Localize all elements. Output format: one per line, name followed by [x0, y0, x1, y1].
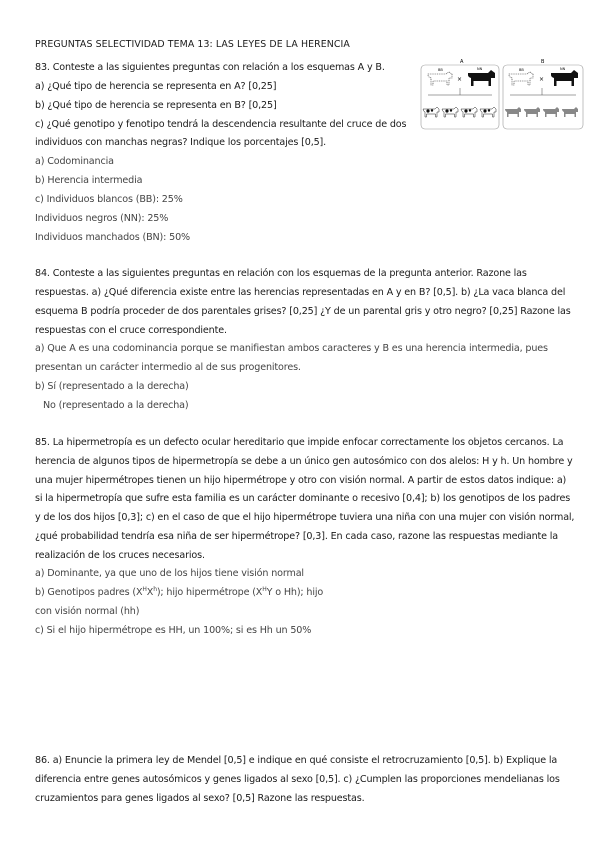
q84-line: respuestas. a) ¿Qué diferencia existe entre las herencias representadas en A y en B? [0,5]. b) ¿La vaca blanca del: [35, 287, 566, 298]
q83-answer: Individuos manchados (BN): 50%: [35, 232, 190, 243]
q85-line: 85. La hipermetropía es un defecto ocular hereditario que impide enfocar correctamente los objetos cercanos. La: [35, 437, 564, 448]
black-cow-icon: [551, 70, 578, 86]
scheme-a-label: A: [460, 59, 464, 65]
black-cow-icon: [468, 70, 495, 86]
spotted-cow-offspring-icon: [461, 107, 477, 117]
q84-answer: presentan un carácter intermedio al de sus progenitores.: [35, 362, 301, 373]
spotted-cow-offspring-icon: [423, 107, 439, 117]
q85-line: realización de los cruces necesarios.: [35, 550, 205, 561]
q83-line: a) ¿Qué tipo de herencia se representa en A? [0,25]: [35, 81, 277, 92]
q83-line: 83. Conteste a las siguientes preguntas con relación a los esquemas A y B.: [35, 62, 385, 73]
document-title: PREGUNTAS SELECTIVIDAD TEMA 13: LAS LEYES DE LA HERENCIA: [35, 39, 350, 50]
q84-answer: a) Que A es una codominancia porque se manifiestan ambos caracteres y B es una herencia intermedia, pues: [35, 343, 548, 354]
q84-answer: b) Sí (representado a la derecha): [35, 381, 189, 392]
scheme-b: [503, 65, 583, 129]
genotype-white: BB: [438, 68, 443, 72]
scheme-b-label: B: [541, 59, 545, 65]
q85-answer-b: b) Genotipos padres $(X^HX^h)$; hijo hipermétrope ($X^HY$ o Hh); hijo: [35, 586, 324, 598]
gray-cow-offspring-icon: [543, 107, 559, 117]
q85-answer-a: a) Dominante, ya que uno de los hijos tiene visión normal: [35, 568, 304, 579]
genotype-white: BB: [519, 68, 524, 72]
cross-symbol: ×: [539, 76, 545, 83]
spotted-cow-offspring-icon: [480, 107, 496, 117]
q83-answer: c) Individuos blancos (BB): 25%: [35, 194, 183, 205]
q83-answer: a) Codominancia: [35, 156, 114, 167]
q83-answer: Individuos negros (NN): 25%: [35, 213, 169, 224]
q84-line: respuestas con el cruce correspondiente.: [35, 325, 227, 336]
cross-symbol: ×: [457, 76, 463, 83]
q84-answer: No (representado a la derecha): [43, 400, 189, 411]
spotted-cow-offspring-icon: [442, 107, 458, 117]
white-cow-icon: [509, 72, 533, 85]
q85-line: ¿qué probabilidad tendría esa niña de ser hipermétrope? [0,3]. En cada caso, razone las respuestas mediante la: [35, 531, 559, 542]
gray-cow-offspring-icon: [524, 107, 540, 117]
scheme-a: [421, 65, 499, 129]
q84-line: 84. Conteste a las siguientes preguntas en relación con los esquemas de la pregunta anterior. Razone las: [35, 268, 527, 279]
cow-cross-figure: [420, 58, 584, 130]
genotype-black: NN: [560, 67, 566, 71]
q85-line: si la hipermetropía que sufre esta familia es un carácter dominante o recesivo [0,4]; b) los genotipos de los padres: [35, 493, 571, 504]
q86-line: diferencia entre genes autosómicos y genes ligados al sexo [0,5]. c) ¿Cumplen las proporciones mendelianas los: [35, 774, 560, 785]
q85-line: herencia de algunos tipos de hipermetropía se debe a un único gen autosómico con dos alelos: H y h. Un hombre y: [35, 456, 573, 467]
q86-line: cruzamientos para genes ligados al sexo? [0,5] Razone las respuestas.: [35, 793, 365, 804]
q83-line: b) ¿Qué tipo de herencia se representa en B? [0,25]: [35, 100, 277, 111]
genotype-black: NN: [477, 67, 483, 71]
q84-line: esquema B podría proceder de dos parentales grises? [0,25] ¿Y de un parental gris y otro negro? [0,25] Razone las: [35, 306, 571, 317]
q83-line: c) ¿Qué genotipo y fenotipo tendrá la descendencia resultante del cruce de dos: [35, 119, 407, 130]
q85-answer-b-cont: con visión normal (hh): [35, 606, 140, 617]
white-cow-icon: [428, 72, 452, 85]
q85-line: una mujer hipermétropes tienen un hijo hipermétrope y otro con visión normal. A partir de estos datos indique: a): [35, 475, 567, 486]
gray-cow-offspring-icon: [505, 107, 521, 117]
q86-line: 86. a) Enuncie la primera ley de Mendel [0,5] e indique en qué consiste el retrocruzamiento [0,5]. b) Explique la: [35, 755, 558, 766]
gray-cow-offspring-icon: [562, 107, 578, 117]
q85-answer-c: c) Si el hijo hipermétrope es HH, un 100%; si es Hh un 50%: [35, 625, 312, 636]
q83-line: individuos con manchas negras? Indique los porcentajes [0,5].: [35, 137, 327, 148]
q83-answer: b) Herencia intermedia: [35, 175, 143, 186]
q85-line: y de los dos hijos [0,3]; c) en el caso de que el hijo hipermétrope tuviera una niña con una mujer con visión normal,: [35, 512, 575, 523]
